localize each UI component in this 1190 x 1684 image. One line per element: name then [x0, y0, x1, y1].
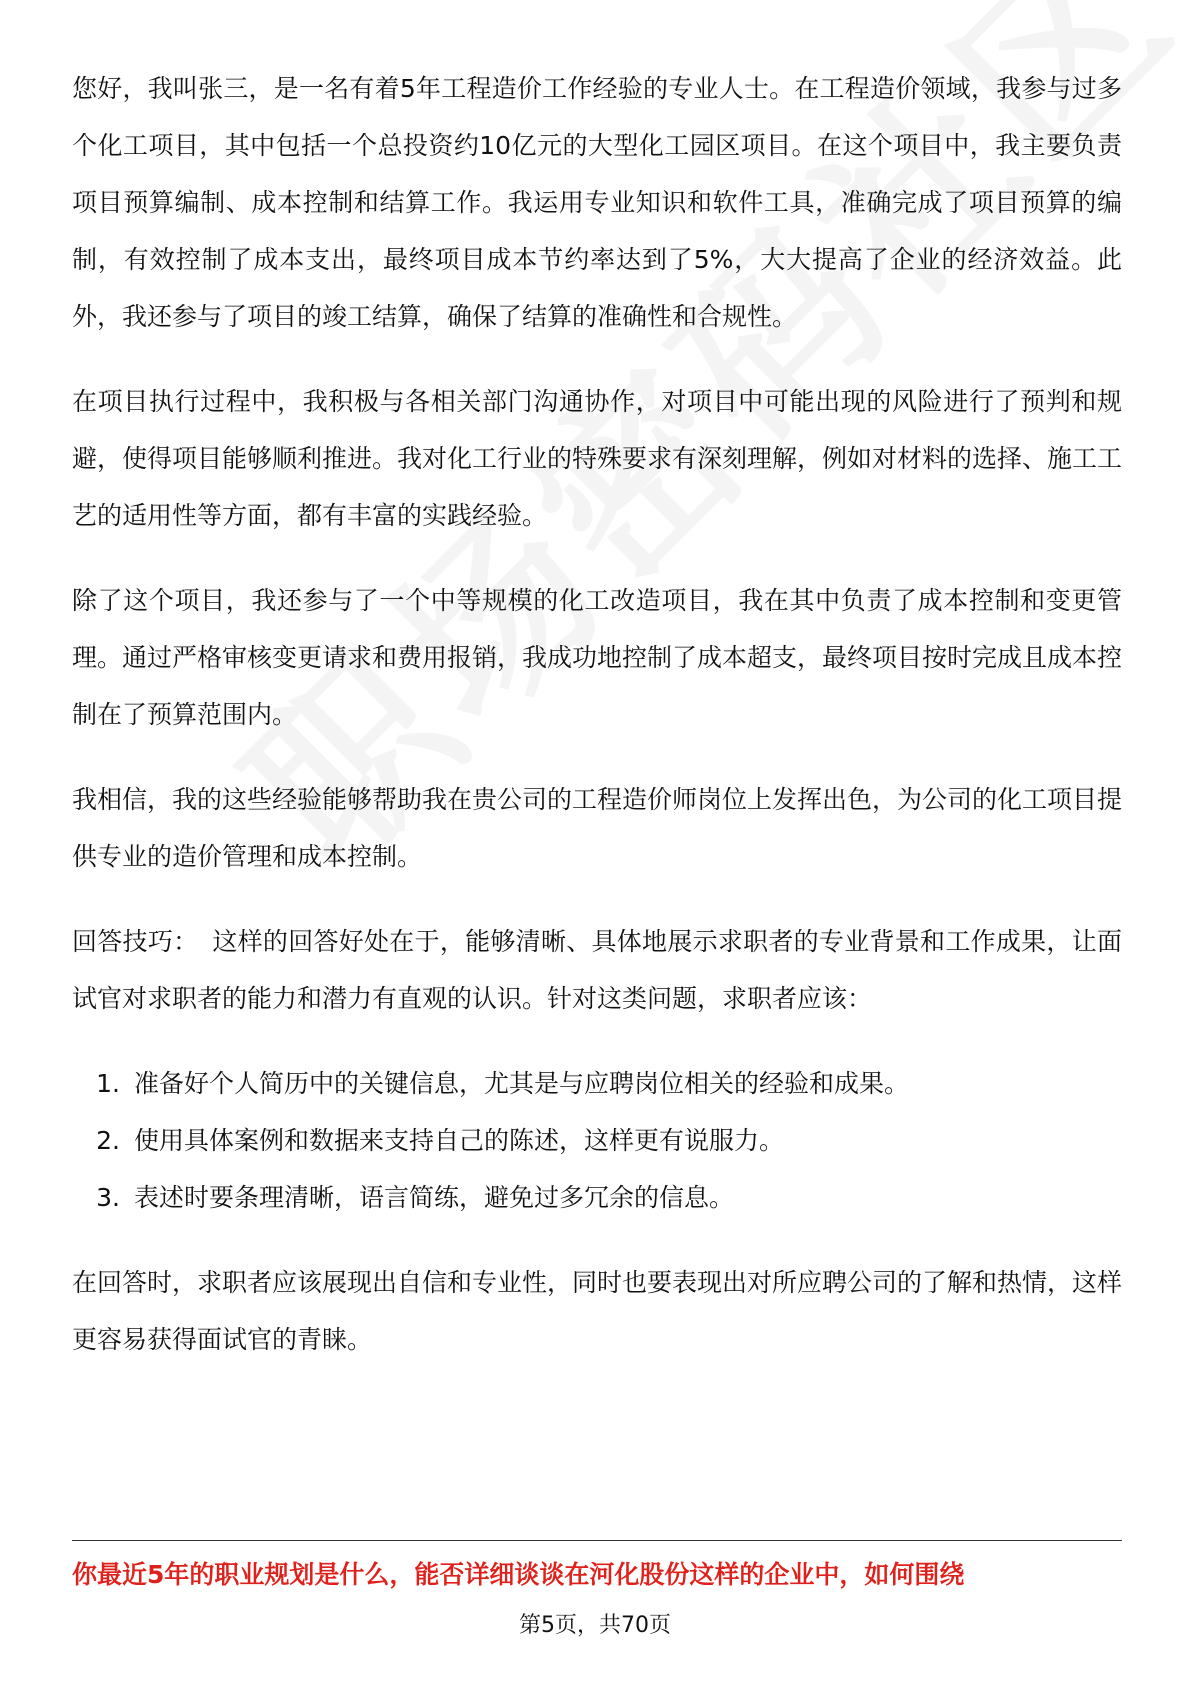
document-body [72, 60, 1122, 1396]
list-item [72, 1055, 1122, 1112]
list-item-text: 使用具体案例和数据来支持自己的陈述，这样更有说服力。 [134, 1126, 785, 1155]
list-item-text: 表述时要条理清晰，语言简练，避免过多冗余的信息。 [134, 1183, 735, 1212]
paragraph-intro: 您好，我叫张三，是一名有着5年工程造价工作经验的专业人士。在工程造价领域，我参与过多个化工项目，其中包括一个总投资约10亿元的大型化工园区项目。在这个项目中，我主要负责项目预算编制、成本控制和结算工作。我运用专业知识和软件工具，准确完成了项目预算的编制，有效控制了成本支出，最终项目成本节约率达到了5%，大大提高了企业的经济效益。此外，我还参与了项目的竣工结算，确保了结算的准确性和合规性。 [72, 74, 1122, 331]
answer-tips-text: 这样的回答好处在于，能够清晰、具体地展示求职者的专业背景和工作成果，让面试官对求职者的能力和潜力有直观的认识。针对这类问题，求职者应该： [72, 927, 1122, 1013]
list-item-number: 3. [96, 1183, 120, 1212]
next-question-heading: 你最近5年的职业规划是什么，能否详细谈谈在河化股份这样的企业中，如何围绕 [72, 1560, 965, 1589]
tips-list [72, 1055, 1122, 1226]
list-item [72, 1169, 1122, 1226]
paragraph-execution: 在项目执行过程中，我积极与各相关部门沟通协作，对项目中可能出现的风险进行了预判和规避，使得项目能够顺利推进。我对化工行业的特殊要求有深刻理解，例如对材料的选择、施工工艺的适用性等方面，都有丰富的实践经验。 [72, 387, 1123, 530]
list-item [72, 1112, 1122, 1169]
paragraph-conclusion: 我相信，我的这些经验能够帮助我在贵公司的工程造价师岗位上发挥出色，为公司的化工项目提供专业的造价管理和成本控制。 [72, 785, 1123, 871]
list-item-number: 2. [96, 1126, 120, 1155]
list-item-number: 1. [96, 1069, 120, 1098]
paragraph-renovation: 除了这个项目，我还参与了一个中等规模的化工改造项目，我在其中负责了成本控制和变更管理。通过严格审核变更请求和费用报销，我成功地控制了成本超支，最终项目按时完成且成本控制在了预算范围内。 [72, 586, 1123, 729]
paragraph-closing: 在回答时，求职者应该展现出自信和专业性，同时也要表现出对所应聘公司的了解和热情，这样更容易获得面试官的青睐。 [72, 1268, 1123, 1354]
list-item-text: 准备好个人简历中的关键信息，尤其是与应聘岗位相关的经验和成果。 [134, 1069, 910, 1098]
answer-tips [72, 913, 1122, 1027]
answer-tips-label: 回答技巧： [72, 927, 199, 956]
page-footer: 第5页，共70页 [519, 1613, 671, 1638]
section-divider [72, 1540, 1122, 1541]
